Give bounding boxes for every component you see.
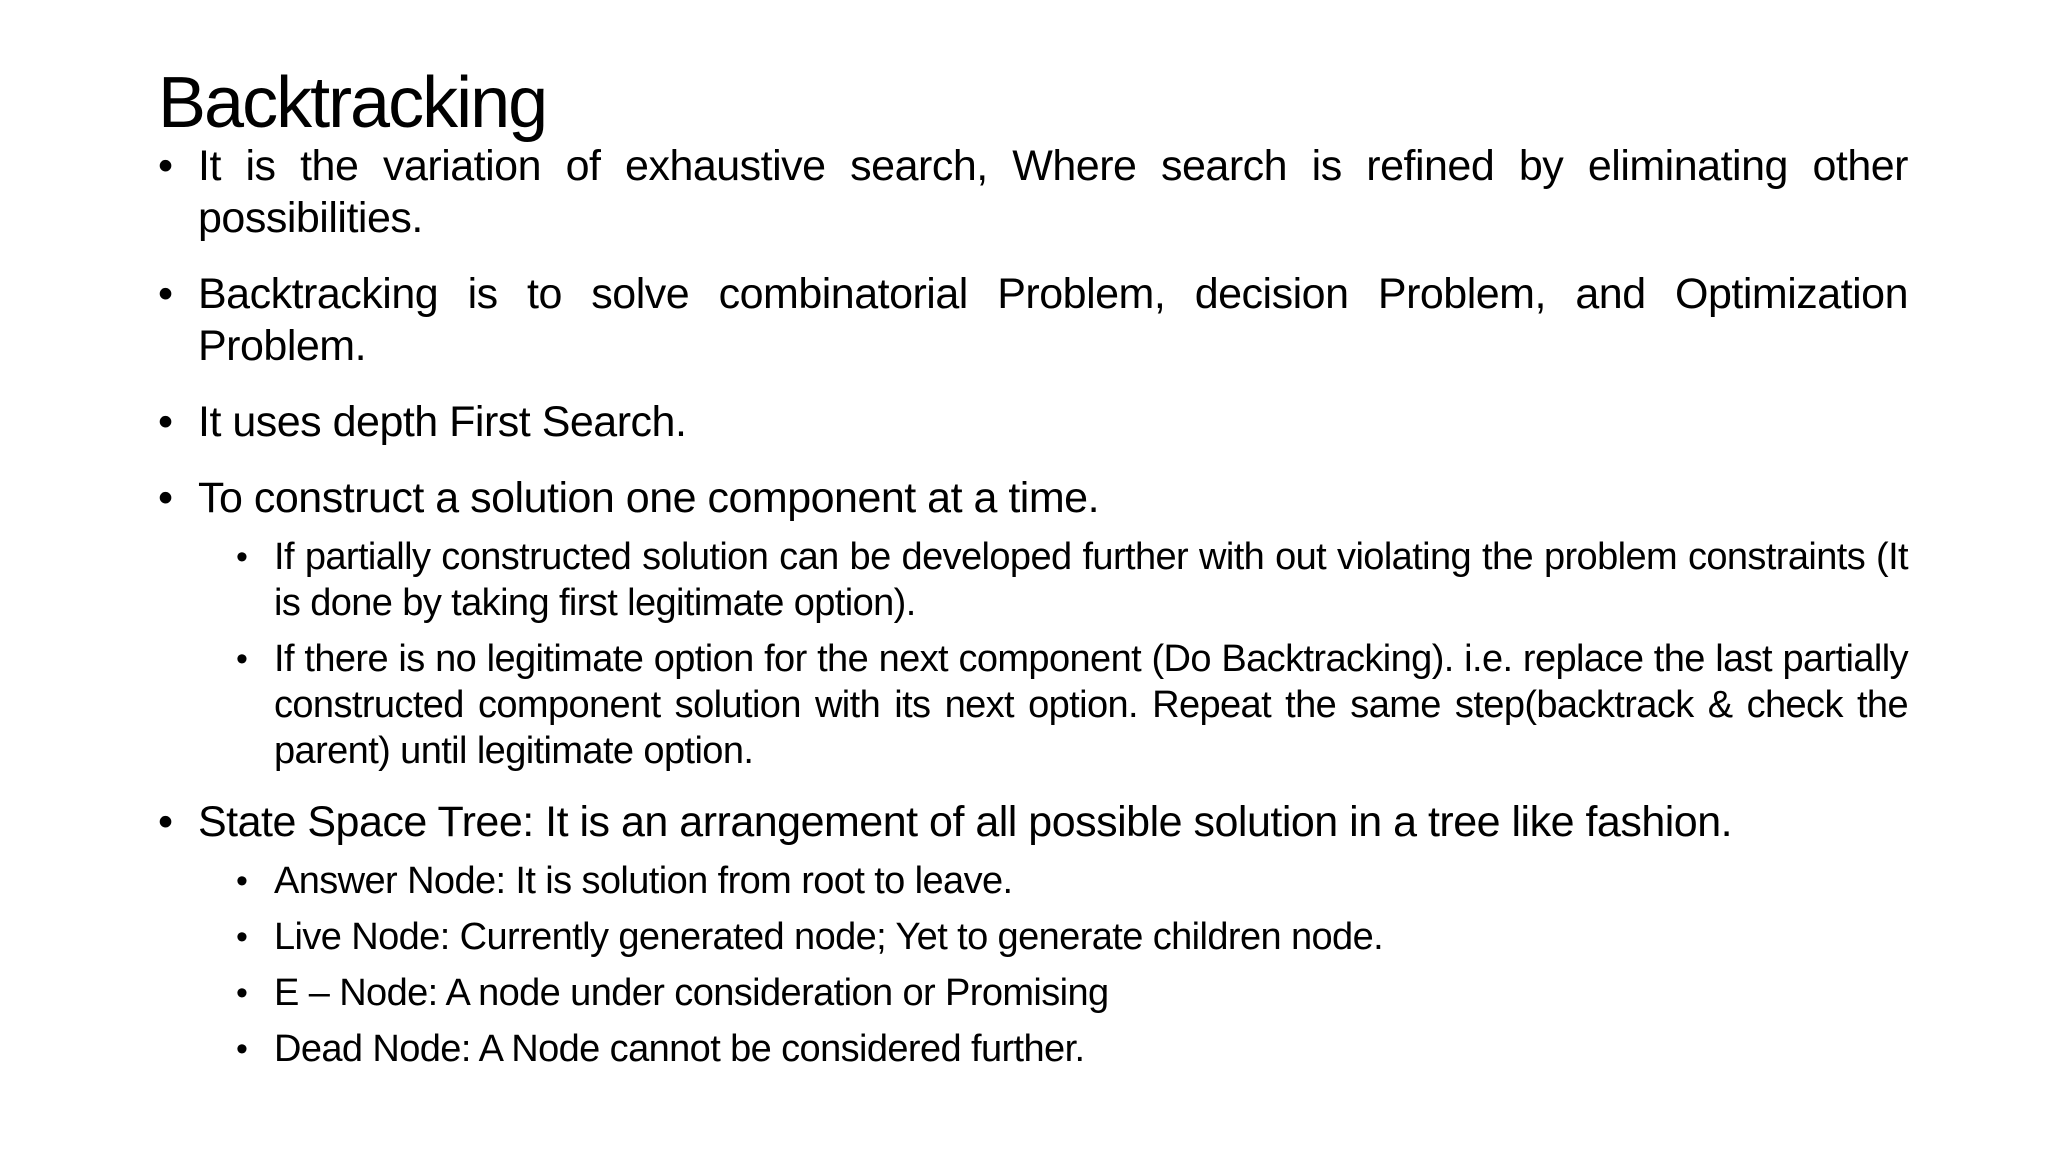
bullet-text: Backtracking is to solve combinatorial Problem, decision Problem, and Optimization Problem. [198, 270, 1908, 370]
sub-bullet-text: Dead Node: A Node cannot be considered further. [274, 1028, 1085, 1070]
sub-bullet-text: If partially constructed solution can be developed further with out violating the problem constraints (It is done by taking first legitimate option). [274, 536, 1908, 624]
bullet-icon: • [158, 398, 173, 446]
bullet-icon: • [236, 640, 248, 678]
slide-title: Backtracking [158, 63, 547, 143]
sub-bullet-text: Answer Node: It is solution from root to leave. [274, 860, 1013, 902]
bullet-text: State Space Tree: It is an arrangement of all possible solution in a tree like fashion. [198, 798, 1733, 846]
bullet-item [158, 268, 1908, 372]
bullet-icon: • [236, 538, 248, 576]
bullet-icon: • [158, 142, 173, 190]
bullet-item [158, 796, 1908, 848]
bullet-item [158, 472, 1908, 524]
sub-bullet-text: Live Node: Currently generated node; Yet to generate children node. [274, 916, 1384, 958]
bullet-text: It is the variation of exhaustive search, Where search is refined by eliminating other possibilities. [198, 142, 1908, 242]
bullet-icon: • [158, 474, 173, 522]
bullet-icon: • [236, 974, 248, 1012]
bullet-icon: • [158, 270, 173, 318]
bullet-text: To construct a solution one component at a time. [198, 474, 1100, 522]
bullet-icon: • [158, 798, 173, 846]
sub-bullet-item [236, 636, 1908, 774]
sub-bullet-text: If there is no legitimate option for the next component (Do Backtracking). i.e. replace the last partially constructed component solution with its next option. Repeat the same step(backtrack & check the parent) until legitimate option. [274, 638, 1908, 772]
sub-bullet-item [236, 1026, 1908, 1072]
bullet-icon: • [236, 862, 248, 900]
sub-bullet-item [236, 970, 1908, 1016]
sub-bullet-item [236, 534, 1908, 626]
bullet-item [158, 396, 1908, 448]
bullet-item [158, 140, 1908, 244]
bullet-icon: • [236, 1030, 248, 1068]
sub-bullet-text: E – Node: A node under consideration or Promising [274, 972, 1109, 1014]
bullet-list [158, 140, 1908, 1130]
bullet-icon: • [236, 918, 248, 956]
sub-bullet-item [236, 858, 1908, 904]
sub-bullet-item [236, 914, 1908, 960]
bullet-text: It uses depth First Search. [198, 398, 687, 446]
